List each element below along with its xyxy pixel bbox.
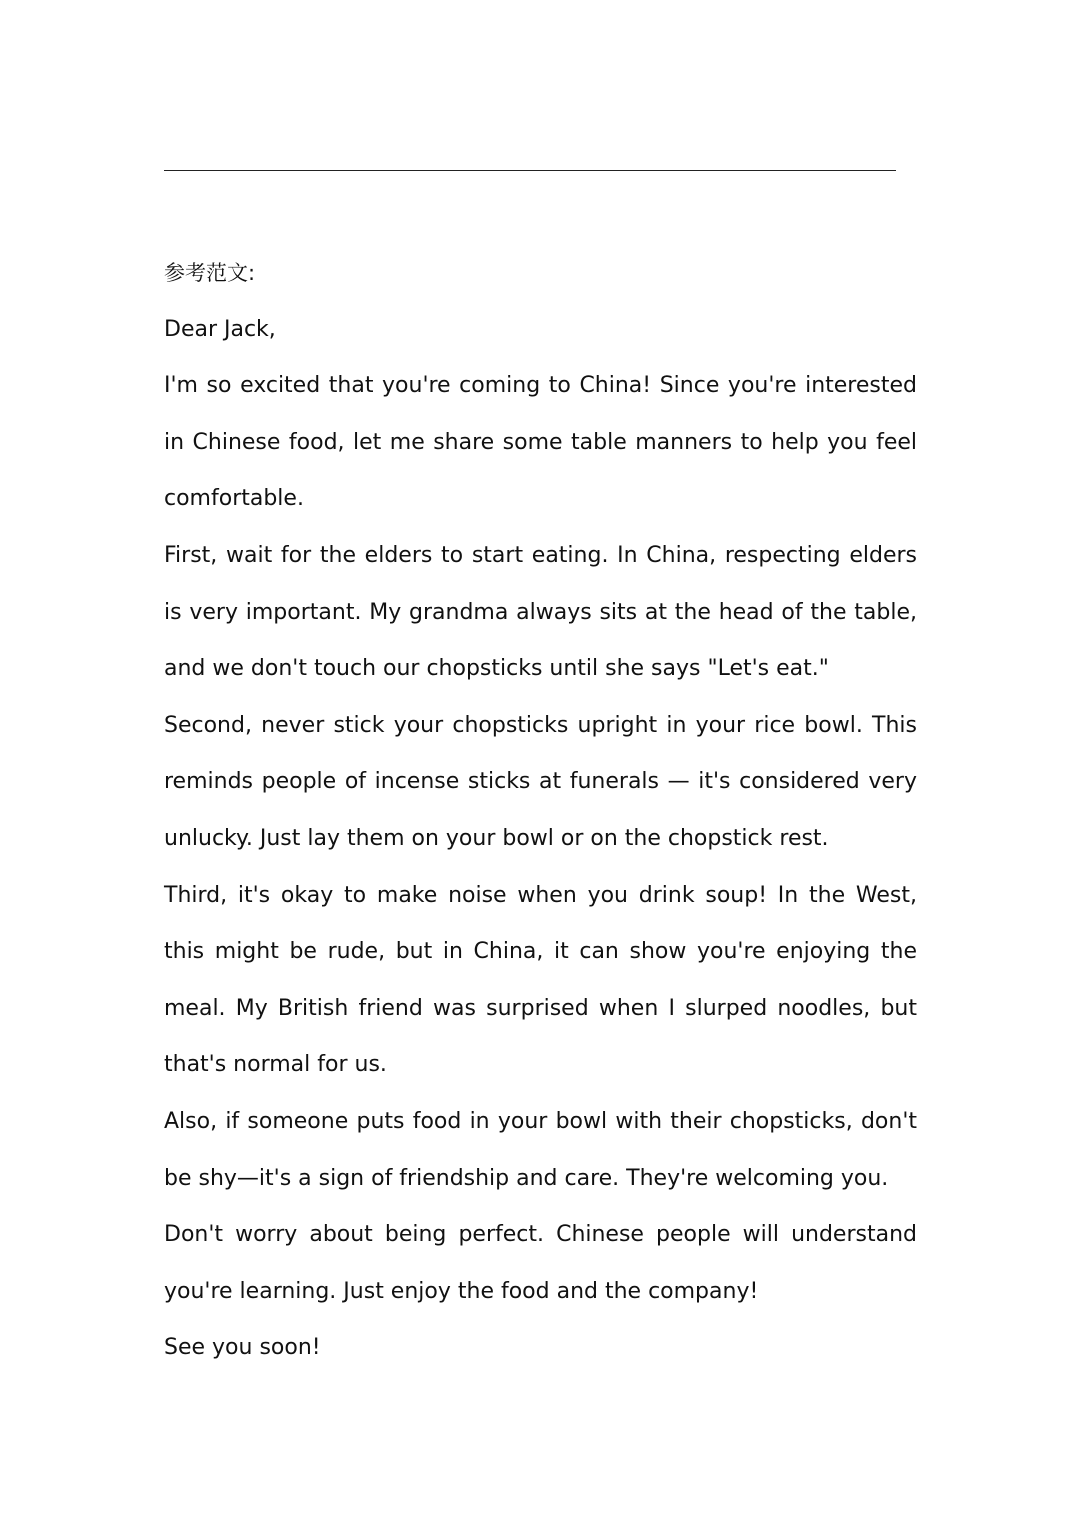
answer-line	[164, 170, 896, 171]
paragraph-first: First, wait for the elders to start eating. In China, respecting elders is very important. My grandma always sits at the head of the table, and we don't touch our chopsticks until she says "Let's eat."	[164, 542, 917, 682]
paragraph-second: Second, never stick your chopsticks upright in your rice bowl. This reminds people of incense sticks at funerals — it's considered very unlucky. Just lay them on your bowl or on the chopstick rest.	[164, 712, 917, 851]
paragraph-third: Third, it's okay to make noise when you drink soup! In the West, this might be rude, but in China, it can show you're enjoying the meal. My British friend was surprised when I slurped noodles, but that's normal for us.	[164, 882, 917, 1078]
paragraph-advice: Don't worry about being perfect. Chinese people will understand you're learning. Just enjoy the food and the company!	[164, 1222, 917, 1304]
essay-body	[164, 245, 917, 1377]
paragraph-intro: I'm so excited that you're coming to China! Since you're interested in Chinese food, let me share some table manners to help you feel comfortable.	[164, 373, 917, 512]
paragraph-also: Also, if someone puts food in your bowl with their chopsticks, don't be shy—it's a sign of friendship and care. They're welcoming you.	[164, 1108, 917, 1191]
closing: See you soon!	[164, 1335, 321, 1361]
section-label: 参考范文:	[164, 261, 256, 285]
salutation: Dear Jack,	[164, 316, 276, 342]
